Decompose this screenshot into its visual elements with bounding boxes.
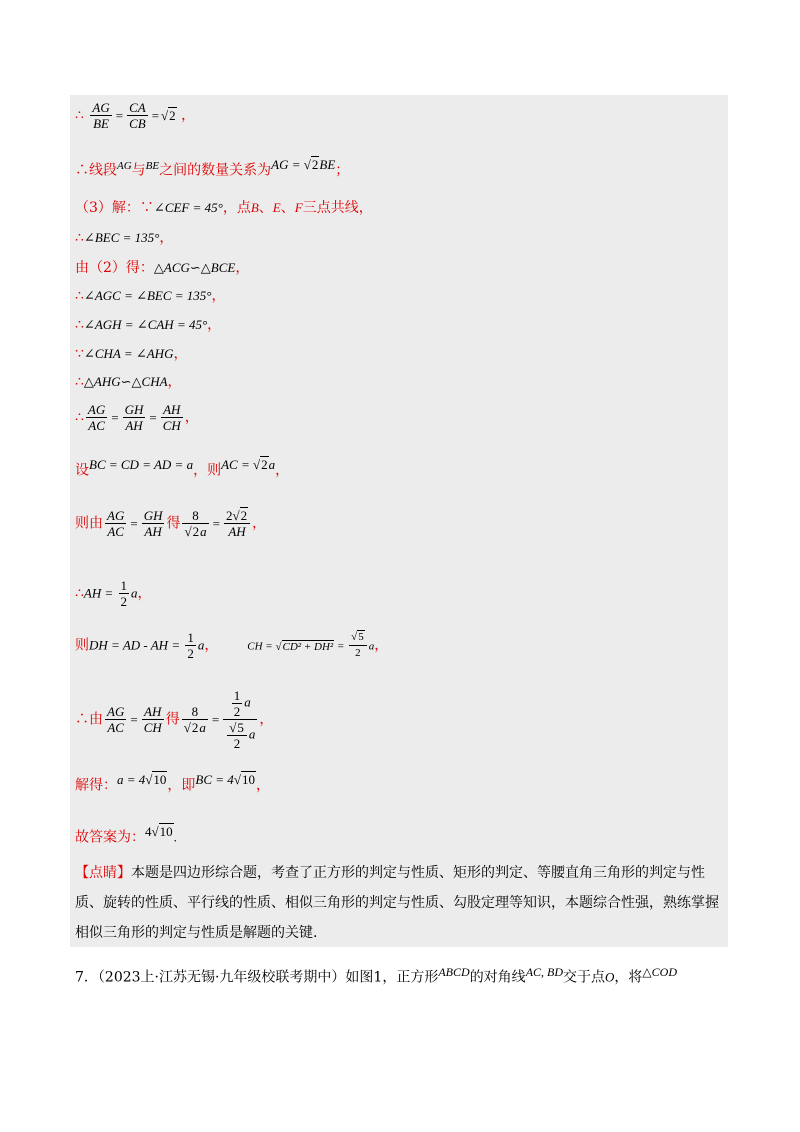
line-solution-a: 解得：a = 4√10，即BC = 4√10， (75, 772, 270, 794)
question-7: 7．（2023上·江苏无锡·九年级校联考期中）如图1，正方形ABCD的对角线AC, BD交于点O，将△COD (75, 965, 677, 986)
line-angle-bec: ∴∠BEC = 135°， (75, 230, 174, 246)
line-angle-agh: ∴∠AGH = ∠CAH = 45°， (75, 317, 222, 333)
line-quantity-relation: ∴线段$^{AG}$与$^{BE}$之间的数量关系为AG = √2BE； (75, 157, 350, 179)
line-ratio-ag-be: ∴ $\frac{AG}{BE}$ = $\frac{CA}{CB}$ = √2 ， (75, 100, 196, 131)
compound-fraction: $\frac{1}{2}$ a $\frac{√5}{2}$ a (223, 688, 257, 751)
line-angle-cha: ∵∠CHA = ∠AHG， (75, 346, 188, 362)
line-dh-ch: 则DH = AD - AH = $\frac{1}{2}$ a， CH = √CD² + DH² = $\frac{√5}{2}$ a， (75, 630, 389, 661)
key-point-text: 本题是四边形综合题，考查了正方形的判定与性质、矩形的判定、等腰直角三角形的判定与性质、旋转的性质、平行线的性质、相似三角形的判定与性质、勾股定理等知识，本题综合性强，熟练掌握相似三角形的判定与性质是解题的关键. (75, 865, 719, 941)
line-similar-ahg-cha: ∴△AHG∽△CHA， (75, 374, 182, 390)
line-part3-start: （3）解：∵∠CEF = 45°，点B、E、F三点共线， (75, 200, 373, 216)
key-point-tag: 【点睛】 (75, 865, 131, 881)
line-similar-acg-bce: 由（2）得：△ACG∽△BCE， (75, 260, 250, 276)
line-set-a: 设BC = CD = AD = a，则AC = √2a， (75, 457, 290, 479)
line-angle-agc: ∴∠AGC = ∠BEC = 135°， (75, 288, 226, 304)
key-point-note (75, 858, 730, 948)
line-solve-ah: 则由 $\frac{AG}{AC}$ = $\frac{GH}{AH}$ 得 $\frac{8}{√2a}$ = $\frac{2√2}{AH}$ ， (75, 508, 267, 539)
line-ratio-chain: ∴ $\frac{AG}{AC}$ = $\frac{GH}{AH}$ = $\frac{AH}{CH}$ ， (75, 402, 199, 433)
line-ah-value: ∴AH = $\frac{1}{2}$ a， (75, 578, 152, 609)
line-answer: 故答案为：4√10. (75, 824, 177, 846)
line-solve-a: ∴由 $\frac{AG}{AC}$ = $\frac{AH}{CH}$ 得 $\frac{8}{√2a}$ = $\frac{1}{2}$ a $\frac{√5}{2}$ a ， (75, 688, 274, 751)
therefore-symbol: ∴ (75, 107, 84, 124)
